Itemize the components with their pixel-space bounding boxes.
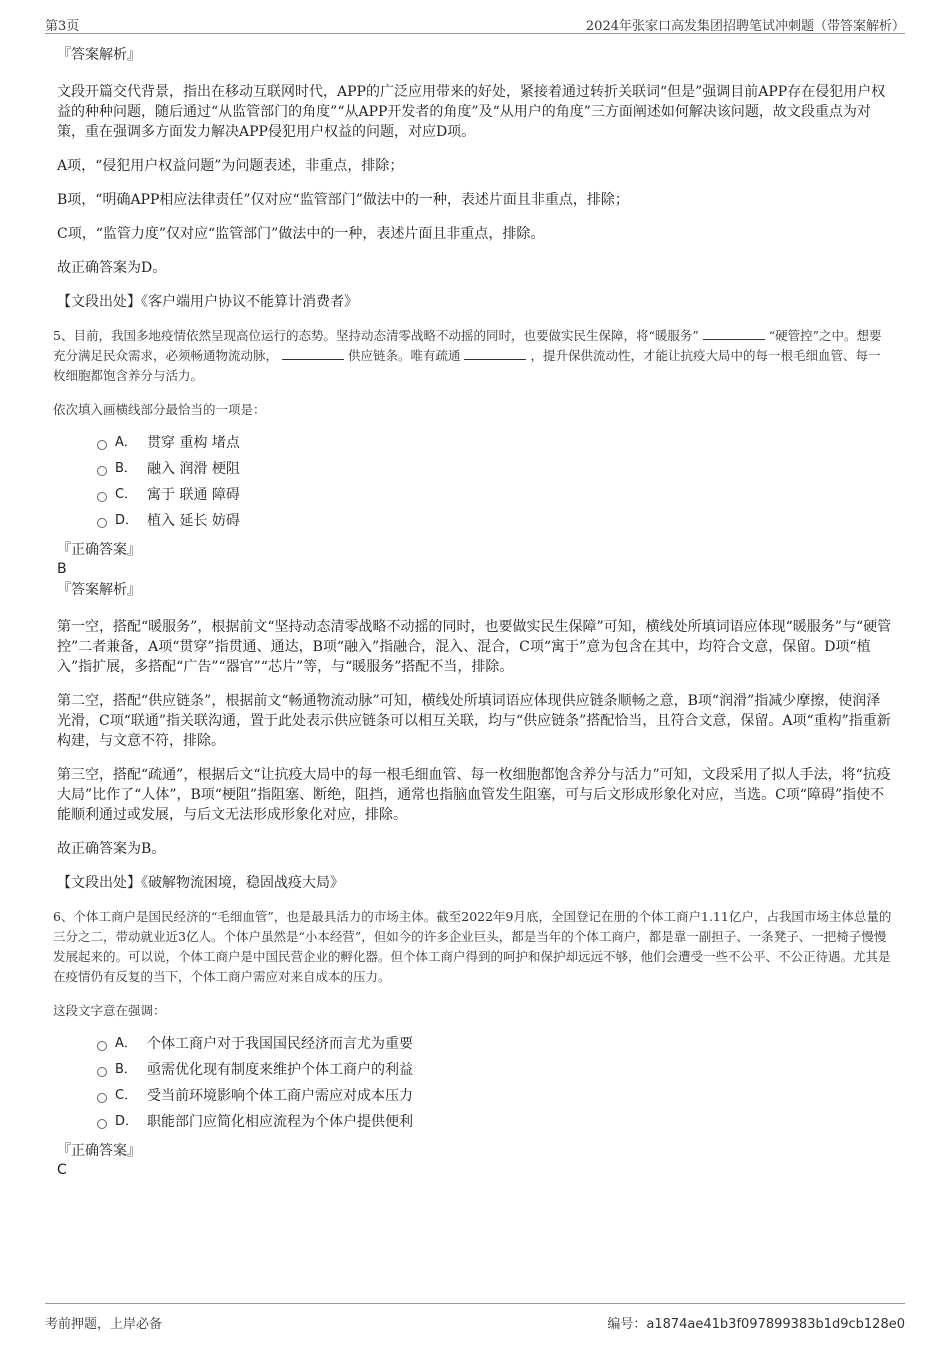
option-text: 个体工商户对于我国国民经济而言尤为重要 (147, 1036, 413, 1052)
q6-options (97, 1031, 892, 1135)
option-letter: A． (115, 1036, 137, 1051)
option-letter: D． (115, 1114, 139, 1129)
option-text: 职能部门应简化相应流程为个体户提供便利 (147, 1114, 413, 1130)
q5-text-part-2: “硬管控”之中。想要充分满足民众需求，必须畅通物流动脉， (53, 328, 882, 363)
option-text: 亟需优化现有制度来维护个体工商户的利益 (147, 1062, 413, 1078)
q6-option-a[interactable] (97, 1031, 892, 1057)
q5-options (97, 430, 892, 534)
q5-option-b[interactable] (97, 456, 892, 482)
q4-analysis-para-3: B项，“明确APP相应法律责任”仅对应“监管部门”做法中的一种，表述片面且非重点，排除； (57, 192, 629, 208)
q5-correct-label: 『正确答案』 (57, 542, 141, 558)
q5-option-a[interactable] (97, 430, 892, 456)
q5-analysis-para-2: 第二空，搭配“供应链条”，根据前文“畅通物流动脉”可知，横线处所填词语应体现供应链条顺畅之意，B项“润滑”指减少摩擦，使润泽光滑，C项“联通”指关联沟通，置于此处表示供应链条可以相互关联，均与“供应链条”搭配恰当，且符合文意，保留。A项“重构”指重新构建，与文意不符，排除。 (57, 693, 891, 749)
radio-icon[interactable] (97, 1067, 107, 1077)
q5-analysis-para-3: 第三空，搭配“疏通”，根据后文“让抗疫大局中的每一根毛细血管、每一枚细胞都饱含养分与活力”可知，文段采用了拟人手法，将“抗疫大局”比作了“人体”，B项“梗阻”指阻塞、断绝，阻挡，通常也指脑血管发生阻塞，可与后文形成形象化对应，当选。C项“障碍”指使不能顺利通过或发展，与后文无法形成形象化对应，排除。 (57, 767, 891, 823)
q4-analysis-label: 『答案解析』 (57, 47, 141, 63)
document-body (53, 45, 892, 1179)
document-title: 2024年张家口高发集团招聘笔试冲刺题（带答案解析） (585, 19, 905, 34)
q4-analysis-para-1: 文段开篇交代背景，指出在移动互联网时代，APP的广泛应用带来的好处，紧接着通过转折关联词“但是”强调目前APP存在侵犯用户权益的种种问题，随后通过“从监管部门的角度”“从APP开发者的角度”及“从用户的角度”三方面阐述如何解决该问题，故文段重点为对策，重在强调多方面发力解决APP侵犯用户权益的问题，对应D项。 (57, 84, 886, 140)
q5-blank-2 (282, 346, 344, 360)
q4-conclusion: 故正确答案为D。 (57, 260, 167, 276)
q5-source: 【文段出处】《破解物流困境，稳固战疫大局》 (57, 875, 344, 891)
footer-motto: 考前押题，上岸必备 (45, 1317, 163, 1332)
option-letter: A． (115, 435, 137, 450)
page-footer (45, 1303, 905, 1331)
q6-question-text: 6、个体工商户是国民经济的“毛细血管”，也是最具活力的市场主体。截至2022年9月底，全国登记在册的个体工商户1.11亿户，占我国市场主体总量的三分之二，带动就业近3亿人。个体户虽然是“小本经营”，但如今的许多企业巨头，都是当年的个体工商户，都是靠一副担子、一条凳子、一把椅子慢慢发展起来的。可以说，个体工商户是中国民营企业的孵化器。但个体工商户得到的呵护和保护却远远不够，他们会遭受一些不公平、不公正待遇。尤其是在疫情仍有反复的当下，个体工商户需应对来自成本的压力。 (53, 909, 892, 984)
footer-code-value: a1874ae41b3f097899383b1d9cb128e0 (646, 1317, 905, 1332)
radio-icon[interactable] (97, 466, 107, 476)
q6-correct-answer: C (57, 1162, 67, 1178)
radio-icon[interactable] (97, 440, 107, 450)
q5-correct-answer: B (57, 561, 67, 577)
q5-prompt: 依次填入画横线部分最恰当的一项是： (53, 402, 266, 417)
q5-text-part-4: ，提升保供流动性，才能让抗疫大局中的每一根毛细血管、每一枚细胞都饱含养分与活力。 (53, 348, 881, 383)
page-number: 第3页 (45, 19, 80, 34)
option-letter: D． (115, 513, 139, 528)
radio-icon[interactable] (97, 1041, 107, 1051)
q5-option-d[interactable] (97, 508, 892, 534)
option-letter: B． (115, 461, 137, 476)
q6-prompt: 这段文字意在强调： (53, 1003, 166, 1018)
option-letter: C． (115, 487, 138, 502)
q6-option-d[interactable] (97, 1109, 892, 1135)
q4-analysis-para-2: A项，“侵犯用户权益问题”为问题表述，非重点，排除； (57, 158, 404, 174)
q6-correct-label: 『正确答案』 (57, 1143, 141, 1159)
radio-icon[interactable] (97, 492, 107, 502)
q6-option-b[interactable] (97, 1057, 892, 1083)
option-text: 植入 延长 妨碍 (147, 513, 240, 529)
q5-analysis-label: 『答案解析』 (57, 582, 141, 598)
footer-code-label: 编号： (607, 1317, 647, 1332)
q4-source: 【文段出处】《客户端用户协议不能算计消费者》 (57, 294, 358, 310)
q5-conclusion: 故正确答案为B。 (57, 841, 166, 857)
q5-text-part-1: 5、目前，我国多地疫情依然呈现高位运行的态势。坚持动态清零战略不动摇的同时，也要做实民生保障，将“暖服务” (53, 328, 699, 343)
q5-blank-3 (464, 346, 526, 360)
radio-icon[interactable] (97, 518, 107, 528)
q5-option-c[interactable] (97, 482, 892, 508)
q6-option-c[interactable] (97, 1083, 892, 1109)
radio-icon[interactable] (97, 1093, 107, 1103)
option-text: 受当前环境影响个体工商户需应对成本压力 (147, 1088, 413, 1104)
footer-code (607, 1313, 905, 1332)
page-header (45, 12, 905, 34)
option-text: 寓于 联通 障碍 (147, 487, 240, 503)
option-text: 融入 润滑 梗阻 (147, 461, 240, 477)
q4-analysis-para-4: C项，“监管力度”仅对应“监管部门”做法中的一种，表述片面且非重点，排除。 (57, 226, 545, 242)
option-text: 贯穿 重构 堵点 (147, 435, 240, 451)
q5-text-part-3: 供应链条。唯有疏通 (347, 348, 461, 363)
q5-blank-1 (703, 326, 765, 340)
radio-icon[interactable] (97, 1119, 107, 1129)
option-letter: B． (115, 1062, 137, 1077)
q5-analysis-para-1: 第一空，搭配“暖服务”，根据前文“坚持动态清零战略不动摇的同时，也要做实民生保障”可知，横线处所填词语应体现“暖服务”与“硬管控”二者兼备，A项“贯穿”指贯通、通达，B项“融入”指融合，混入、混合，C项“寓于”意为包含在其中，均符合文意，保留。D项“植入”指扩展，多搭配“广告”“器官”“芯片”等，与“暖服务”搭配不当，排除。 (57, 619, 892, 675)
option-letter: C． (115, 1088, 138, 1103)
q5-question-text (53, 326, 892, 386)
